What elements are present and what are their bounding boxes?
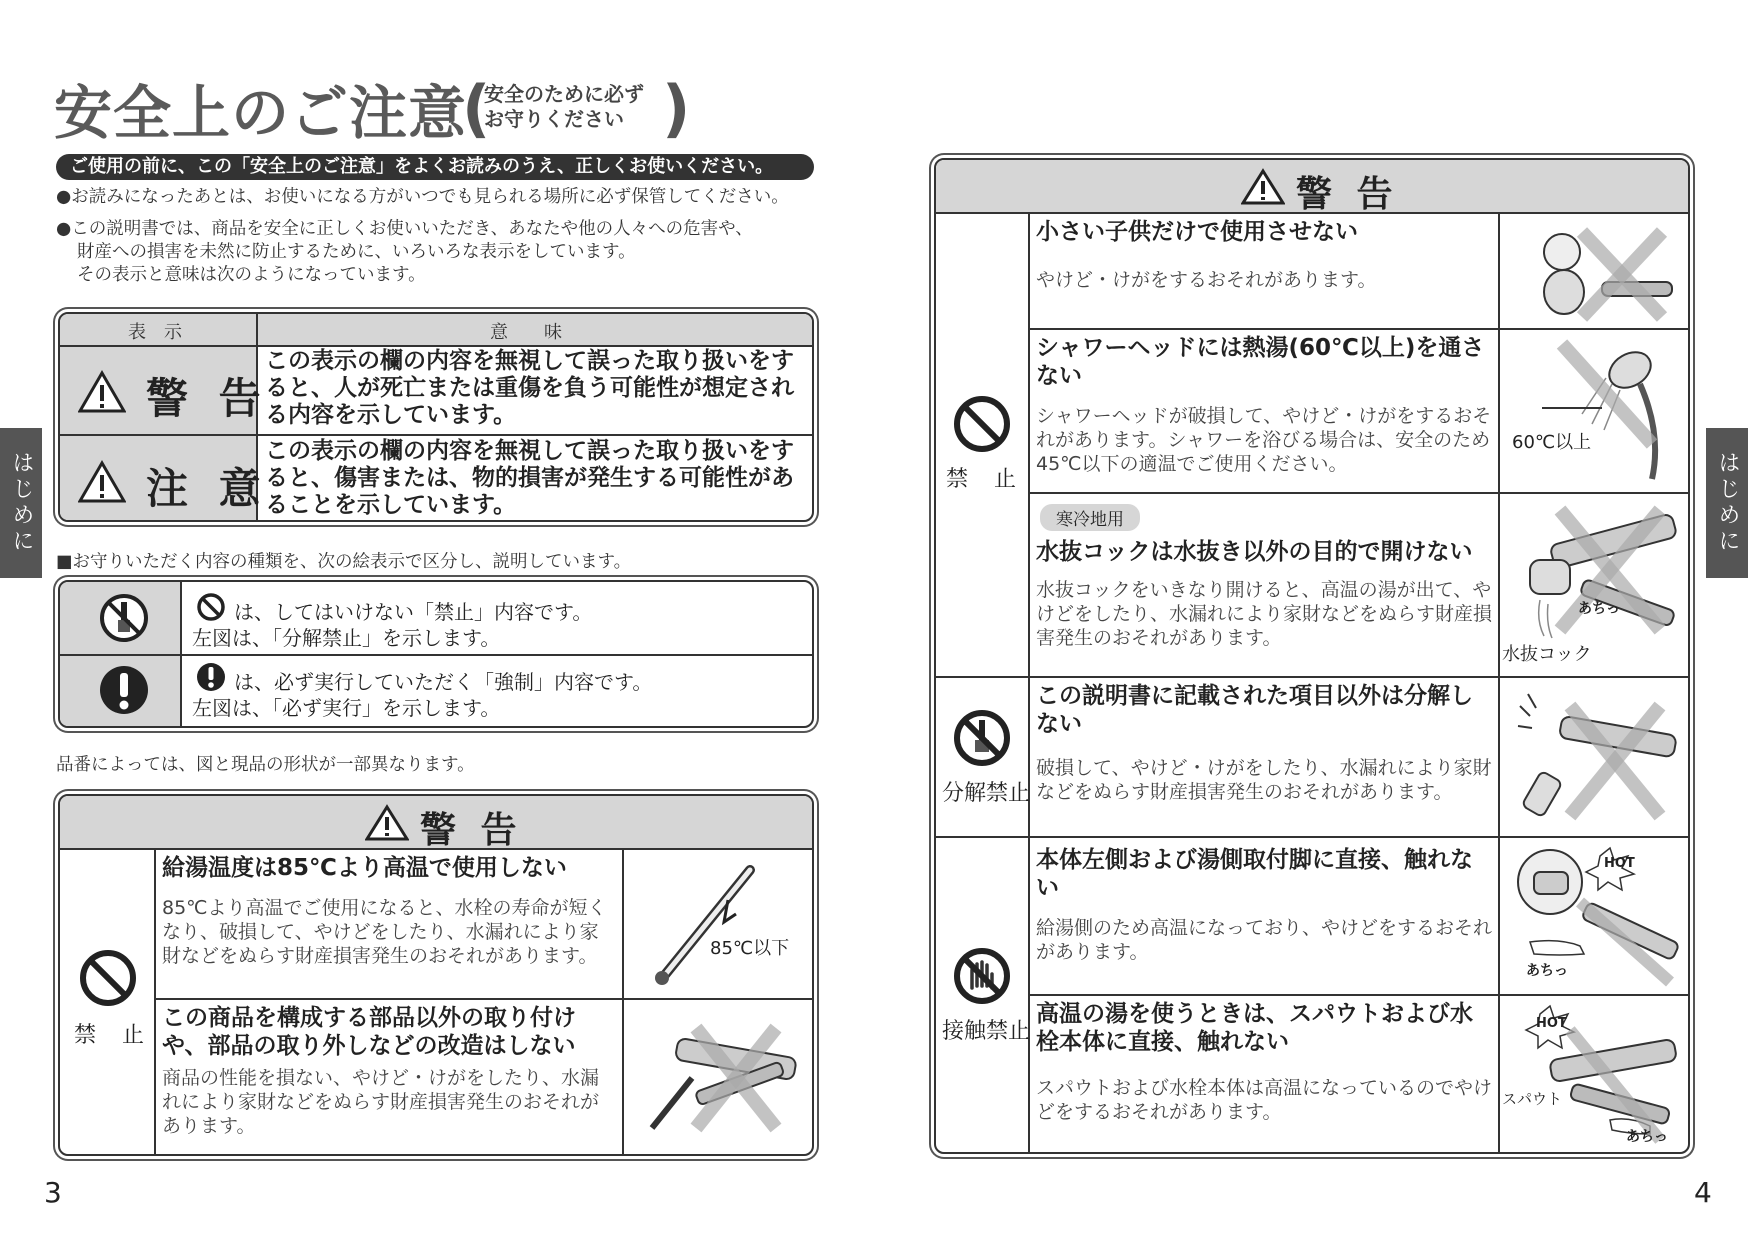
- label-caution: 注 意: [146, 464, 269, 513]
- page-number-left: 3: [44, 1176, 62, 1209]
- shower-temp-label: 60℃以上: [1512, 432, 1592, 453]
- no-disassembly-icon: [98, 592, 150, 644]
- meaning-caution: この表示の欄の内容を無視して誤った取り扱いをすると、傷害または、物的損害が発生する可能性があることを示しています。: [265, 438, 794, 518]
- intro-bullet-2: ●この説明書では、商品を安全に正しくお使いいただき、あなたや他の人々への危害や、: [56, 219, 753, 239]
- intro-bullet-2-cont: 財産への損害を未然に防止するために、いろいろな表示をしています。: [77, 242, 636, 262]
- item-body: 水抜コックをいきなり開けると、高温の湯が出て、やけどをしたり、水漏れにより家財などをぬらす財産損害発生のおそれがあります。: [1036, 579, 1493, 649]
- no-disassembly-icon: [952, 708, 1012, 768]
- item-body: 破損して、やけど・けがをしたり、水漏れにより家財などをぬらす財産損害発生のおそれがあります。: [1036, 757, 1492, 803]
- subtitle-open-paren: (: [462, 72, 491, 145]
- meaning-warning: この表示の欄の内容を無視して誤った取り扱いをすると、人が死亡または重傷を負う可能性が想定される内容を示しています。: [265, 348, 794, 428]
- category-disassembly: 分解禁止: [942, 781, 1031, 806]
- item-body: 給湯側のため高温になっており、やけどをするおそれがあります。: [1036, 917, 1493, 963]
- divider: [1028, 328, 1688, 330]
- item-body: スパウトおよび水栓本体は高温になっているのでやけどをするおそれがあります。: [1036, 1077, 1493, 1123]
- cold-region-tag: 寒冷地用: [1040, 504, 1140, 531]
- item-head: 給湯温度は85℃より高温で使用しない: [162, 855, 567, 881]
- warning-triangle-icon: [1241, 168, 1285, 206]
- right-warning-table: [934, 158, 1690, 1154]
- no-touch-icon: [952, 946, 1012, 1006]
- col-header-display: 表 示: [128, 322, 182, 343]
- col-header-meaning: 意 味: [490, 322, 562, 343]
- spout-label: スパウト: [1502, 1090, 1563, 1108]
- divider: [154, 848, 156, 1154]
- divider: [1028, 994, 1688, 996]
- category-prohibit: 禁 止: [74, 1023, 147, 1048]
- intro-banner: ご使用の前に、この「安全上のご注意」をよくお読みのうえ、正しくお使いください。: [56, 154, 814, 180]
- ouch-label: あちっ: [1626, 1129, 1668, 1145]
- divider: [154, 998, 812, 1000]
- side-tab-left: はじめに: [0, 428, 42, 578]
- label-warning: 警 告: [146, 374, 269, 423]
- prohibit-desc-1: は、してはいけない「禁止」内容です。: [234, 600, 593, 624]
- divider: [60, 345, 812, 347]
- right-warning-title: 警 告: [1296, 174, 1399, 215]
- page-number-right: 4: [1694, 1176, 1712, 1209]
- meaning-table: [58, 312, 814, 522]
- item-head: 本体左側および湯側取付脚に直接、触れない: [1036, 847, 1473, 901]
- drain-ouch-label: あちっ: [1578, 601, 1620, 617]
- thermometer-illustration: [640, 860, 800, 990]
- warning-triangle-icon: [365, 804, 409, 842]
- left-warning-title: 警 告: [420, 810, 523, 851]
- prohibit-icon: [952, 394, 1012, 454]
- category-prohibit: 禁 止: [946, 467, 1019, 492]
- hot-label: HOT: [1604, 856, 1635, 871]
- mandatory-icon: [98, 664, 150, 716]
- intro-bullet-1: ●お読みになったあとは、お使いになる方がいつでも見られる場所に必ず保管してください。: [56, 187, 789, 207]
- drain-cock-label: 水抜コック: [1502, 644, 1592, 665]
- divider: [1028, 212, 1030, 1152]
- item-head: この商品を構成する部品以外の取り付けや、部品の取り外しなどの改造はしない: [162, 1005, 576, 1059]
- item-head: 小さい子供だけで使用させない: [1036, 219, 1358, 245]
- prohibit-icon: [78, 948, 138, 1008]
- disassembly-illustration: [1510, 686, 1682, 826]
- thermometer-label: 85℃以下: [710, 938, 790, 959]
- item-head: 高温の湯を使うときは、スパウトおよび水栓本体に直接、触れない: [1036, 1001, 1473, 1055]
- ouch-label: あちっ: [1526, 963, 1568, 979]
- divider: [622, 848, 624, 1154]
- item-head: 水抜コックは水抜き以外の目的で開けない: [1036, 539, 1473, 565]
- symbols-note: ■お守りいただく内容の種類を、次の絵表示で区分し、説明しています。: [56, 552, 632, 572]
- item-head: この説明書に記載された項目以外は分解しない: [1036, 683, 1473, 737]
- left-warning-table: [58, 794, 814, 1156]
- caution-triangle-icon: [78, 460, 126, 504]
- page-title: 安全上のご注意: [54, 79, 468, 147]
- divider: [936, 836, 1688, 838]
- page-subtitle: [484, 82, 644, 132]
- subtitle-line1: 安全のために必ず: [484, 82, 644, 106]
- subtitle-close-paren: ): [662, 72, 691, 145]
- divider: [1028, 492, 1688, 494]
- faucet-modification-illustration: [636, 1008, 804, 1148]
- subtitle-line2: お守りください: [484, 107, 624, 131]
- child-illustration: [1512, 222, 1682, 322]
- item-body: 商品の性能を損ない、やけど・けがをしたり、水漏れにより家財などをぬらす財産損害発生のおそれがあります。: [162, 1067, 600, 1137]
- mandatory-desc-2: 左図は、「必ず実行」を示します。: [192, 696, 501, 720]
- intro-bullet-2-cont2: その表示と意味は次のようになっています。: [77, 265, 426, 285]
- category-contact: 接触禁止: [942, 1019, 1031, 1044]
- divider: [936, 676, 1688, 678]
- item-body: 85℃より高温でご使用になると、水栓の寿命が短くなり、破損して、やけどをしたり、水漏れにより家財などをぬらす財産損害発生のおそれがあります。: [162, 897, 607, 967]
- symbols-table: [58, 580, 814, 728]
- item-head: シャワーヘッドには熱湯(60℃以上)を通さない: [1036, 335, 1485, 389]
- divider: [1498, 212, 1500, 1152]
- hot-label: HOT: [1536, 1016, 1567, 1031]
- prohibit-icon: [196, 592, 226, 622]
- drain-cock-illustration: [1510, 500, 1682, 650]
- product-note: 品番によっては、図と現品の形状が一部異なります。: [56, 755, 475, 775]
- item-body: シャワーヘッドが破損して、やけど・けがをするおそれがあります。シャワーを浴びる場合は、安全のため45℃以下の適温でご使用ください。: [1036, 405, 1492, 475]
- item-body: やけど・けがをするおそれがあります。: [1036, 269, 1377, 291]
- exclamation-icon: [196, 662, 226, 692]
- warning-triangle-icon: [78, 370, 126, 414]
- side-tab-right: はじめに: [1706, 428, 1748, 578]
- shower-head-illustration: [1512, 334, 1682, 484]
- prohibit-desc-2: 左図は、「分解禁止」を示します。: [192, 626, 501, 650]
- mandatory-desc-1: は、必ず実行していただく「強制」内容です。: [234, 670, 653, 694]
- divider: [60, 434, 812, 436]
- divider: [60, 654, 812, 656]
